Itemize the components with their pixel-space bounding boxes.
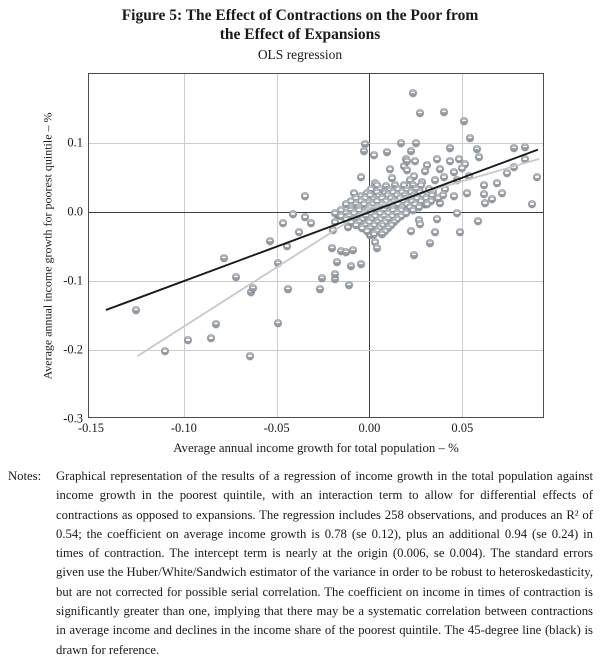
ols-fit-line (137, 159, 539, 356)
notes-text: Graphical representation of the results of a regression of income growth in the total population against income growth in the poorest quintile, with an interaction term to allow for differential effects of contractions as opposed to expansions. The regression includes 258 observations, and produces an R² of 0.54; the coefficient on average income growth is 0.78 (se 0.12), plus an additional 0.94 (se 0.24) in times of contraction. The intercept term is nearly at the origin (0.006, se 0.004). The standard errors given use the Huber/White/Sandwich estimator of the variance in order to be robust to heteroskedasticity, but are not corrected for possible serial correlation. The coefficient on income in times of contraction is significantly greater than one, implying that there may be a systematic correlation between contractions in average income and declines in the income share of the poorest quintile. The 45-degree line (black) is drawn for reference. (56, 469, 593, 657)
x-tick-label: 0.05 (451, 421, 474, 435)
figure-title-line1: Figure 5: The Effect of Contractions on the Poor from (121, 7, 479, 24)
regression-lines (89, 74, 543, 417)
x-tick-label: -0.05 (263, 421, 290, 435)
figure-title-line2: the Effect of Expansions (219, 26, 381, 43)
x-tick-label: -0.15 (78, 421, 105, 435)
y-axis-title: Average annual income growth for poorest quintile – % (40, 111, 55, 380)
notes-label: Notes: (8, 469, 42, 483)
figure-title (0, 0, 600, 44)
y-tick-label: 0.1 (67, 135, 83, 150)
y-tick-label: -0.1 (63, 273, 83, 288)
y-tick-label: 0.0 (67, 204, 83, 219)
x-tick-label: 0.00 (358, 421, 381, 435)
y-tick-label: -0.2 (63, 342, 83, 357)
x-tick-label: -0.10 (170, 421, 197, 435)
plot-wrapper (40, 73, 544, 455)
y-tick-label: -0.3 (63, 411, 83, 426)
plot-area (63, 73, 544, 435)
line-45-degree (106, 150, 538, 310)
figure-subtitle: OLS regression (257, 47, 343, 62)
notes-block (8, 467, 593, 660)
x-axis-title: Average annual income growth for total population – % (173, 441, 459, 455)
